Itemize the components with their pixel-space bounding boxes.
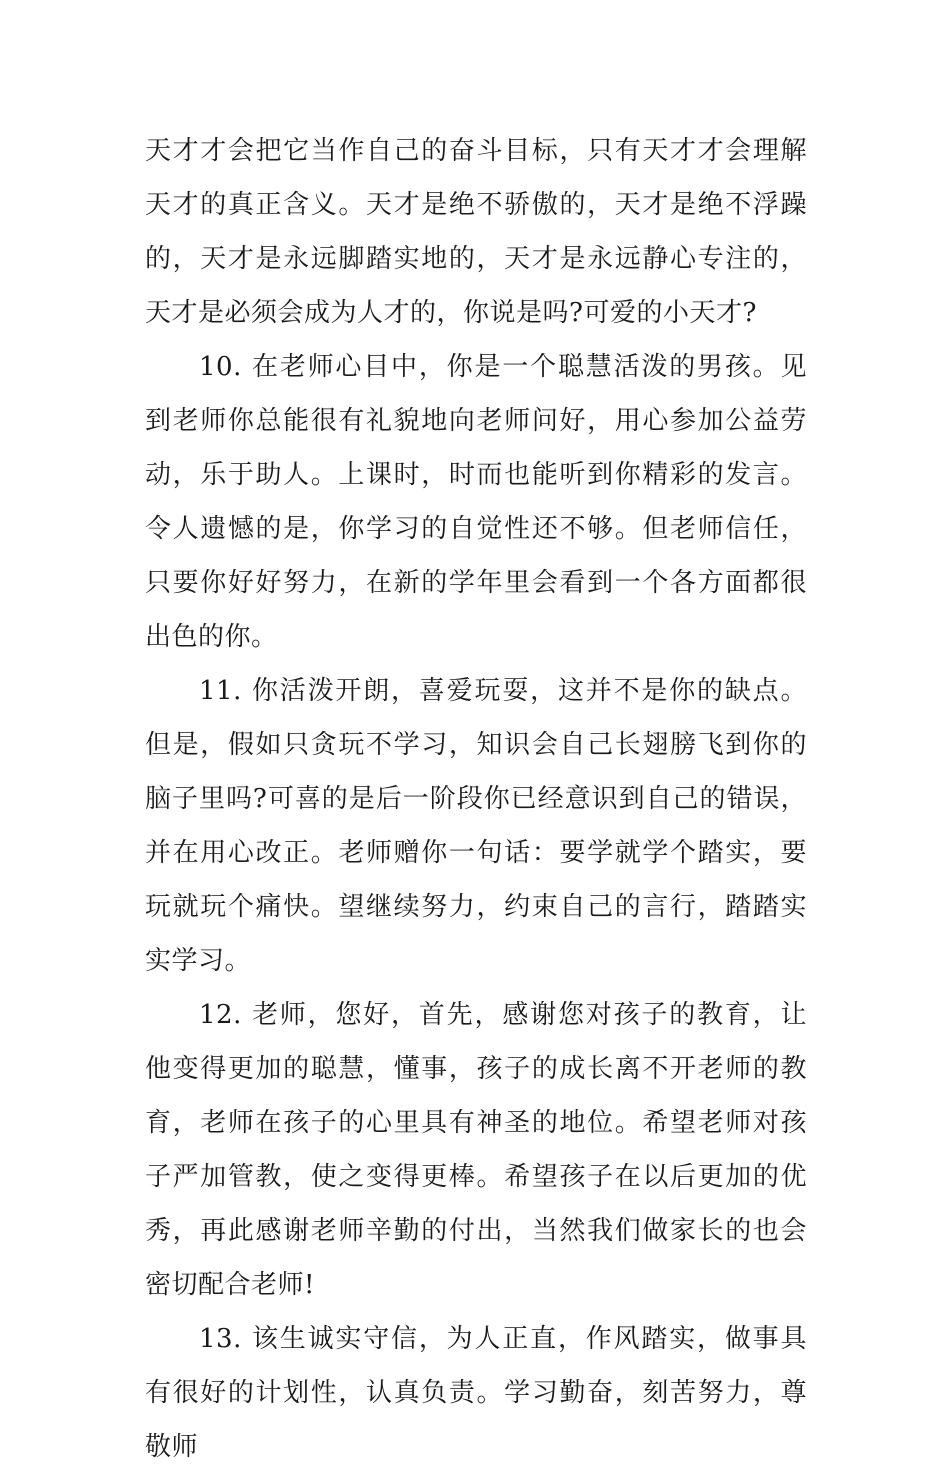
paragraph-text: 你活泼开朗，喜爱玩耍，这并不是你的缺点。但是，假如只贪玩不学习，知识会自己长翅膀飞到你的脑子里吗?可喜的是后一阶段你已经意识到自己的错误，并在用心改正。老师赠你一句话：要学就学个踏实，要玩就玩个痛快。望继续努力，约束自己的言行，踏踏实实学习。 — [145, 676, 807, 976]
paragraph-text: 老师，您好，首先，感谢您对孩子的教育，让他变得更加的聪慧，懂事，孩子的成长离不开老师的教育，老师在孩子的心里具有神圣的地位。希望老师对孩子严加管教，使之变得更棒。希望孩子在以后更加的优秀，再此感谢老师辛勤的付出，当然我们做家长的也会密切配合老师! — [145, 1000, 807, 1300]
document-page — [145, 124, 807, 1474]
paragraph-continuation — [145, 124, 807, 340]
paragraph-text: 该生诚实守信，为人正直，作风踏实，做事具有很好的计划性，认真负责。学习勤奋，刻苦努力，尊敬师 — [145, 1324, 807, 1462]
item-number: 13. — [199, 1324, 242, 1354]
paragraph-item-11 — [145, 664, 807, 988]
paragraph-item-12 — [145, 988, 807, 1312]
paragraph-text: 在老师心目中，你是一个聪慧活泼的男孩。见到老师你总能很有礼貌地向老师问好，用心参加公益劳动，乐于助人。上课时，时而也能听到你精彩的发言。令人遗憾的是，你学习的自觉性还不够。但老师信任，只要你好好努力，在新的学年里会看到一个各方面都很出色的你。 — [145, 352, 807, 652]
paragraph-item-10 — [145, 340, 807, 664]
paragraph-text: 天才才会把它当作自己的奋斗目标，只有天才才会理解天才的真正含义。天才是绝不骄傲的，天才是绝不浮躁的，天才是永远脚踏实地的，天才是永远静心专注的，天才是必须会成为人才的，你说是吗?可爱的小天才? — [145, 136, 807, 328]
item-number: 10. — [199, 352, 242, 382]
item-number: 11. — [199, 676, 242, 706]
item-number: 12. — [199, 1000, 242, 1030]
paragraph-item-13 — [145, 1312, 807, 1474]
